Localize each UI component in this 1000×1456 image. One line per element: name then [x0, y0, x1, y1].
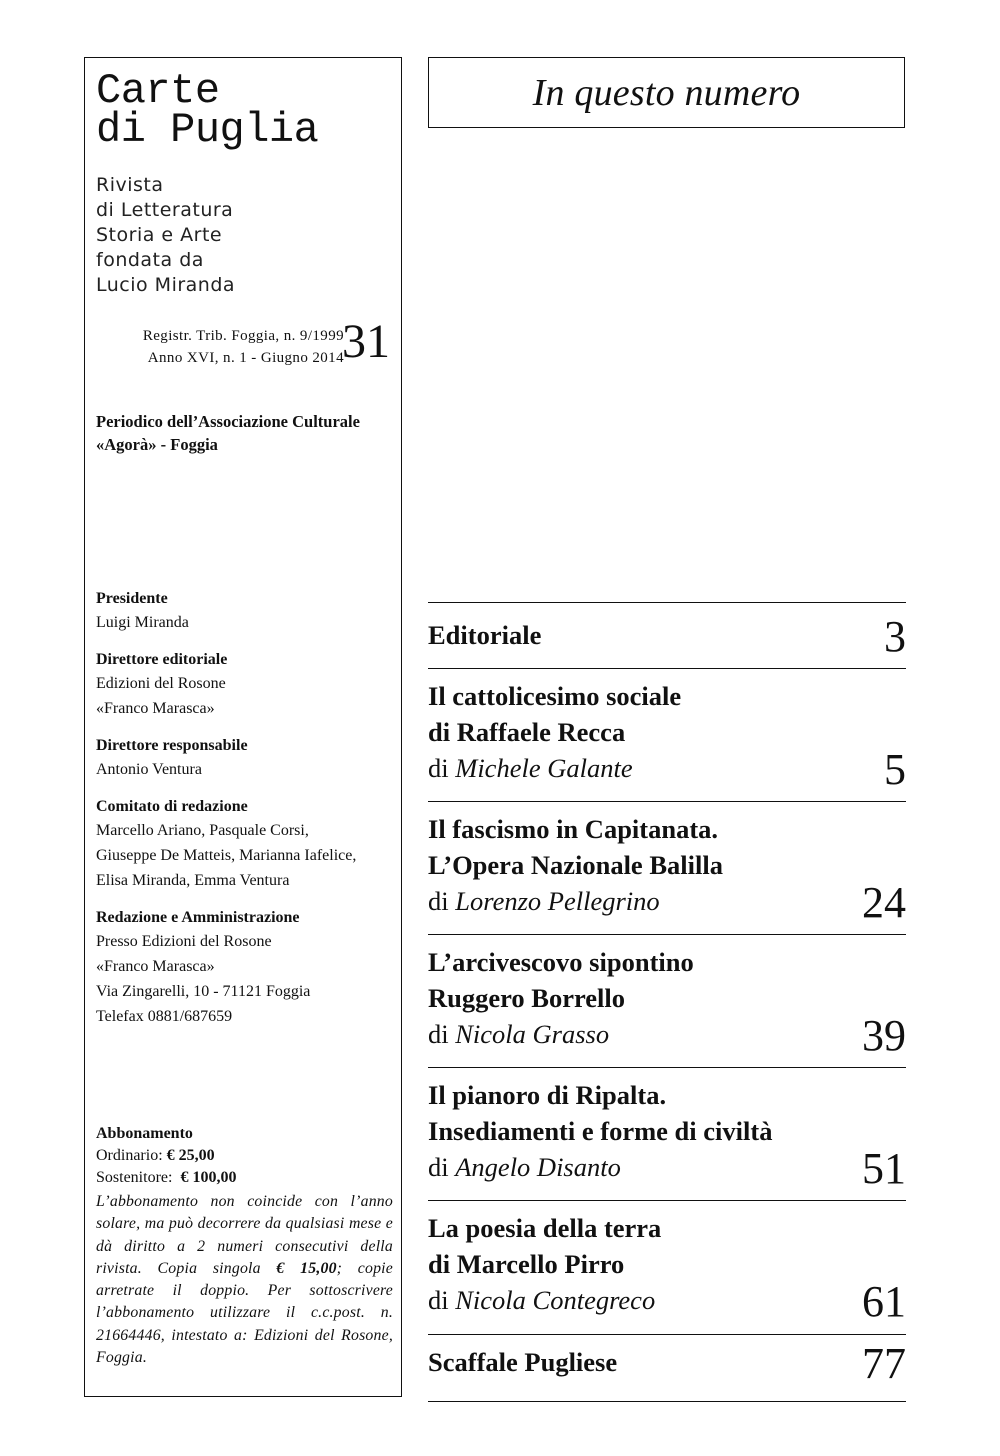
- toc-entry-title: Il pianoro di Ripalta.: [428, 1080, 667, 1110]
- price-sostenitore: Sostenitore: € 100,00: [96, 1169, 237, 1186]
- staff-name: Marcello Ariano, Pasquale Corsi,: [96, 822, 309, 839]
- issue-number: 31: [342, 315, 390, 368]
- staff-name: Presso Edizioni del Rosone: [96, 933, 272, 950]
- staff-role: Comitato di redazione: [96, 798, 248, 815]
- toc-entry-title: Insediamenti e forme di civiltà: [428, 1116, 773, 1146]
- contents-header: In questo numero: [532, 71, 801, 114]
- toc-entry: [428, 612, 906, 661]
- toc-entry-title: di Marcello Pirro: [428, 1249, 625, 1279]
- toc-entry: [428, 1210, 906, 1326]
- toc-entry-title: Editoriale: [428, 620, 542, 650]
- price-ordinario: Ordinario: € 25,00: [96, 1147, 215, 1164]
- toc-entry: [428, 1077, 906, 1193]
- staff-name: Antonio Ventura: [96, 761, 202, 778]
- toc-divider: [428, 1334, 906, 1335]
- toc-entry-title: Ruggero Borrello: [428, 983, 626, 1013]
- staff-section: [96, 735, 396, 782]
- staff-name: Giuseppe De Matteis, Marianna Iafelice,: [96, 847, 357, 864]
- toc-entry-author: di Nicola Grasso: [428, 1019, 610, 1049]
- staff-role: Direttore responsabile: [96, 737, 248, 754]
- toc-entry-page: 5: [884, 745, 906, 794]
- magazine-title: Carte di Puglia: [96, 67, 319, 154]
- staff-name: Telefax 0881/687659: [96, 1008, 233, 1025]
- toc-entry-title: Scaffale Pugliese: [428, 1347, 618, 1377]
- toc-entry: [428, 678, 906, 794]
- toc-divider: [428, 801, 906, 802]
- staff-role: Redazione e Amministrazione: [96, 909, 300, 926]
- toc-entry-page: 61: [862, 1277, 906, 1326]
- toc-entry-author: di Angelo Disanto: [428, 1152, 621, 1182]
- toc-entry-author: di Michele Galante: [428, 753, 633, 783]
- publisher-line: Periodico dell’Associazione Culturale: [96, 412, 360, 431]
- toc-entry-author: di Lorenzo Pellegrino: [428, 886, 660, 916]
- staff-section: [96, 649, 396, 721]
- staff-role: Presidente: [96, 590, 168, 607]
- toc-entry-page: 39: [862, 1011, 906, 1060]
- staff-name: Edizioni del Rosone: [96, 675, 226, 692]
- subscription-block: [96, 1123, 393, 1369]
- magazine-subtitle: Rivista di Letteratura Storia e Arte fondata da Lucio Miranda: [96, 174, 236, 296]
- toc-divider: [428, 1200, 906, 1201]
- toc-divider: [428, 602, 906, 603]
- toc-entry-title: L’Opera Nazionale Balilla: [428, 850, 723, 880]
- staff-name: «Franco Marasca»: [96, 958, 215, 975]
- publisher-block: [96, 410, 396, 456]
- toc-divider: [428, 934, 906, 935]
- subscription-note: L’abbonamento non coincide con l’anno solare, ma può decorrere da qualsiasi mese e dà diritto a 2 numeri consecutivi della rivista. Copia singola € 15,00; copie arretrate il doppio. Per sottoscrivere l’abbonamento utilizzare il c.c.post. n. 21664446, intestato a: Edizioni del Rosone, Foggia.: [96, 1193, 393, 1367]
- registration-line: Registr. Trib. Foggia, n. 9/1999: [142, 328, 344, 344]
- toc-entry-title: La poesia della terra: [428, 1213, 662, 1243]
- staff-role: Direttore editoriale: [96, 651, 228, 668]
- toc-entry-title: L’arcivescovo sipontino: [428, 947, 694, 977]
- toc-entry-page: 51: [862, 1144, 906, 1193]
- toc-entry-title: Il cattolicesimo sociale: [428, 681, 682, 711]
- subscription-label: Abbonamento: [96, 1125, 193, 1142]
- staff-name: Elisa Miranda, Emma Ventura: [96, 872, 290, 889]
- staff-name: Via Zingarelli, 10 - 71121 Foggia: [96, 983, 311, 1000]
- staff-name: Luigi Miranda: [96, 614, 189, 631]
- staff-section: [96, 907, 396, 1029]
- toc-entry-page: 77: [862, 1339, 906, 1388]
- staff-name: «Franco Marasca»: [96, 700, 215, 717]
- toc-entry: [428, 811, 906, 927]
- registration-block: [96, 325, 344, 369]
- toc-entry: [428, 1339, 906, 1388]
- publisher-line: «Agorà» - Foggia: [96, 435, 218, 454]
- staff-section: [96, 796, 396, 893]
- staff-section: [96, 588, 396, 635]
- issue-line: Anno XVI, n. 1 - Giugno 2014: [147, 350, 344, 366]
- toc-divider: [428, 1401, 906, 1402]
- toc-divider: [428, 668, 906, 669]
- contents-header-box: [428, 57, 905, 128]
- toc-entry-author: di Nicola Contegreco: [428, 1285, 656, 1315]
- staff-list: [96, 588, 396, 1043]
- toc-entry-title: Il fascismo in Capitanata.: [428, 814, 719, 844]
- toc-entry-title: di Raffaele Recca: [428, 717, 626, 747]
- toc-divider: [428, 1067, 906, 1068]
- toc-entry-page: 3: [884, 612, 906, 661]
- toc-entry: [428, 944, 906, 1060]
- toc-entry-page: 24: [862, 878, 906, 927]
